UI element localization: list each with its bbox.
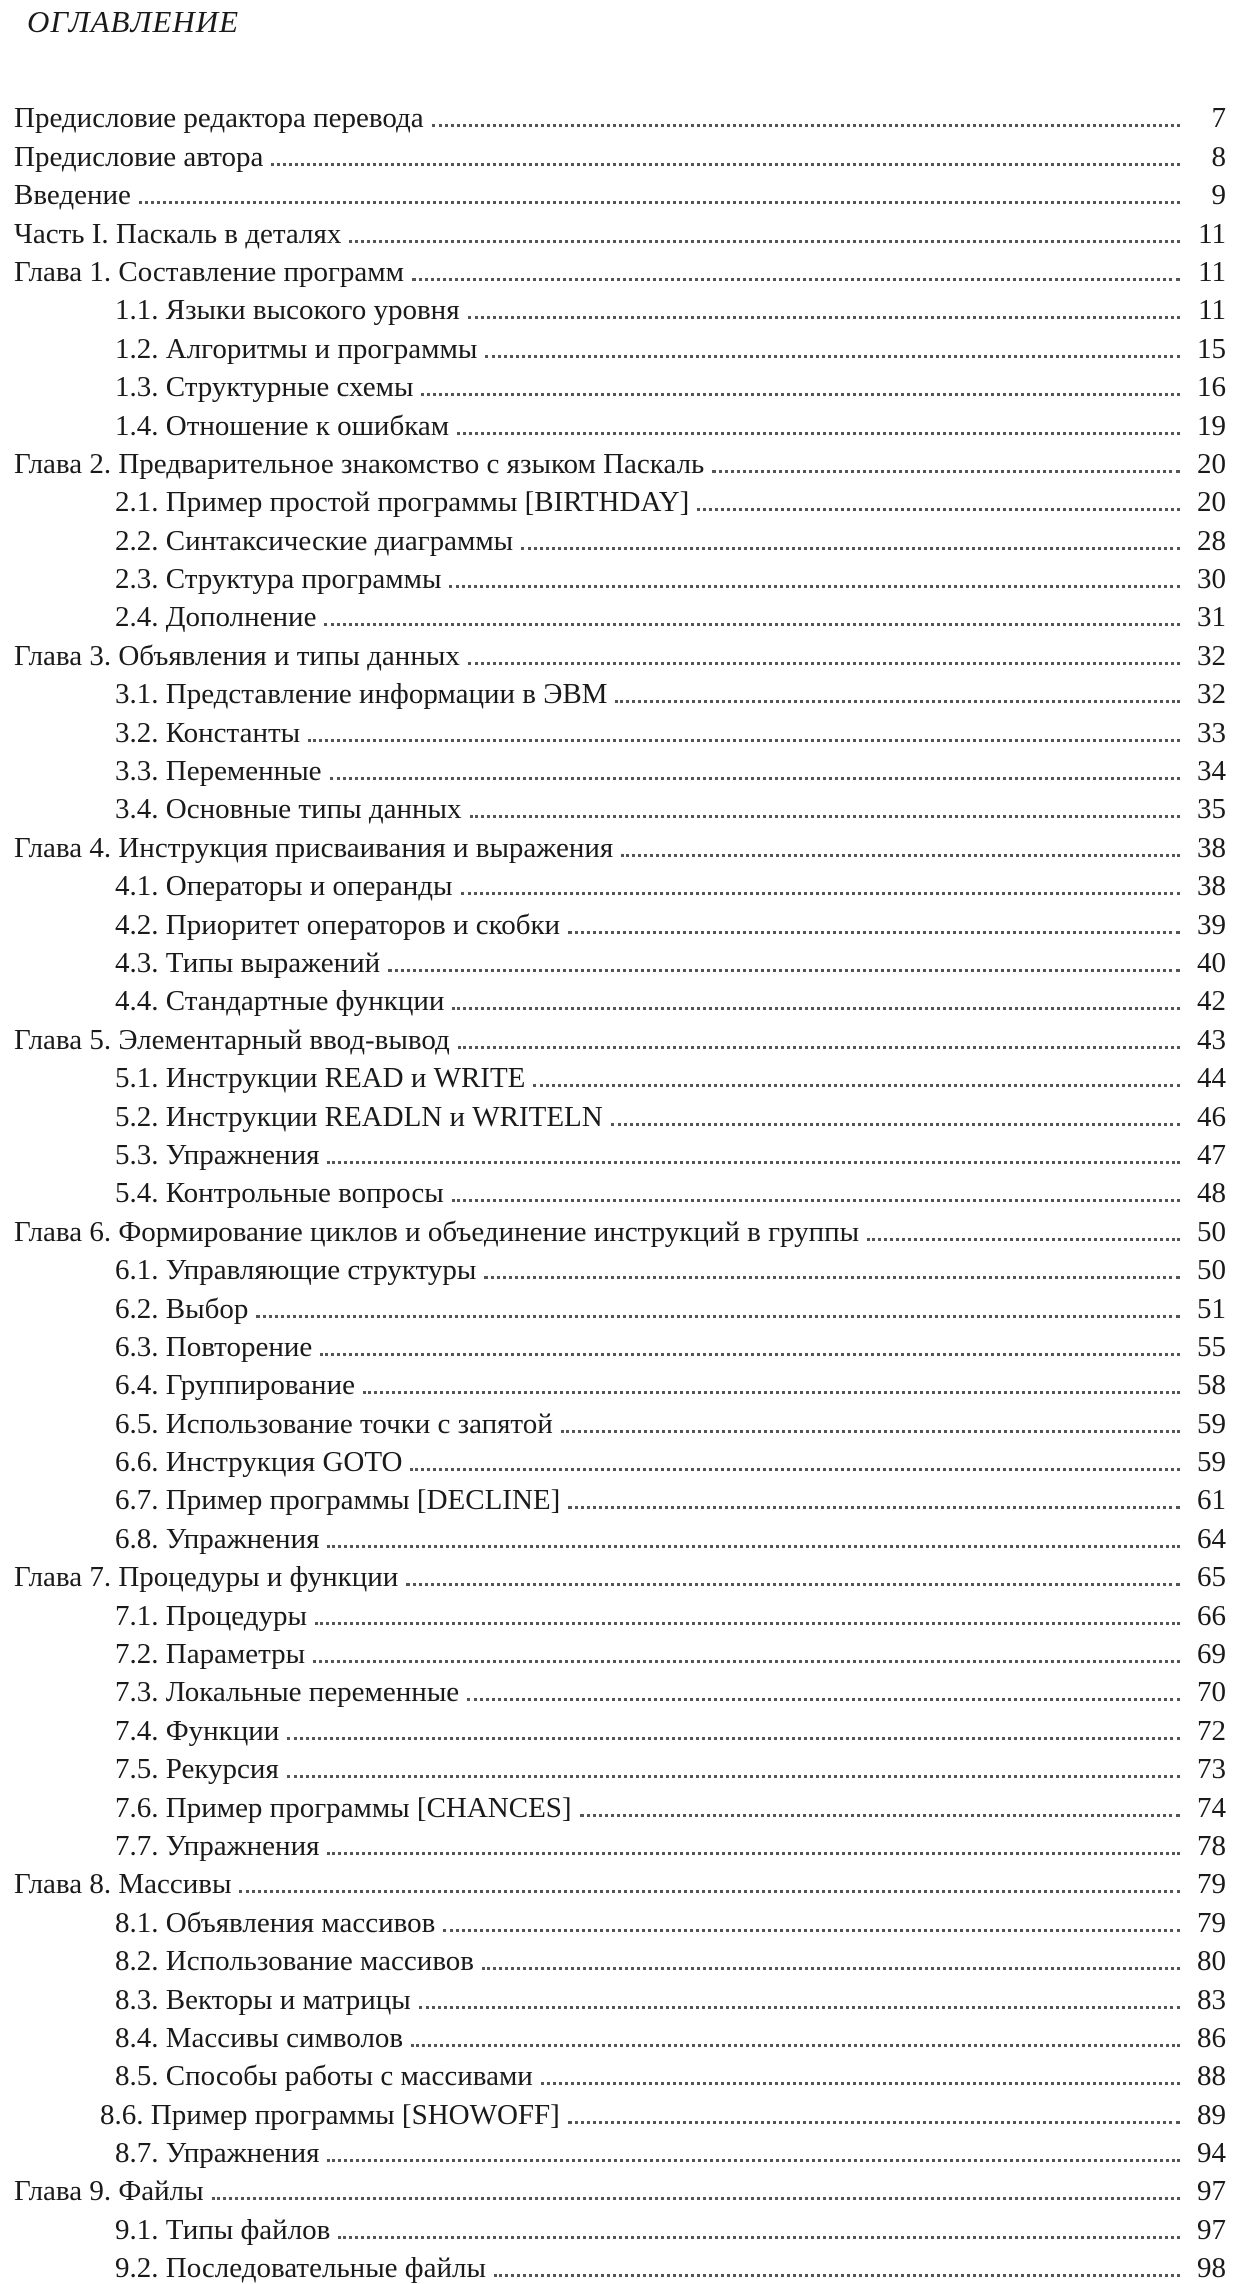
toc-entry-title: 8.3. Векторы и матрицы bbox=[115, 1983, 411, 2016]
toc-entry-title: 1.3. Структурные схемы bbox=[115, 371, 414, 404]
dot-leader bbox=[457, 432, 1180, 435]
toc-entry-title: 8.5. Способы работы с массивами bbox=[115, 2060, 533, 2093]
toc-entry[interactable] bbox=[14, 671, 1226, 709]
toc-list bbox=[14, 95, 1226, 2283]
dot-leader bbox=[330, 777, 1180, 780]
toc-entry[interactable] bbox=[14, 1093, 1226, 1131]
toc-entry-page: 16 bbox=[1197, 371, 1226, 404]
toc-entry[interactable] bbox=[14, 940, 1226, 978]
dot-leader bbox=[541, 2082, 1180, 2085]
dot-leader bbox=[287, 1737, 1180, 1740]
toc-entry-title: Глава 4. Инструкция присваивания и выражения bbox=[14, 831, 614, 864]
toc-entry-page: 38 bbox=[1197, 870, 1226, 903]
toc-entry-title: 7.4. Функции bbox=[115, 1714, 280, 1747]
toc-entry-title: 6.4. Группирование bbox=[115, 1369, 355, 1402]
toc-entry[interactable] bbox=[14, 786, 1226, 824]
dot-leader bbox=[485, 355, 1180, 358]
toc-entry-page: 35 bbox=[1197, 793, 1226, 826]
toc-entry-page: 79 bbox=[1197, 1906, 1226, 1939]
toc-entry[interactable] bbox=[14, 402, 1226, 440]
toc-entry-title: 2.4. Дополнение bbox=[115, 601, 317, 634]
toc-entry-title: Глава 7. Процедуры и функции bbox=[14, 1561, 399, 1594]
dot-leader bbox=[521, 547, 1180, 550]
toc-entry[interactable] bbox=[14, 1976, 1226, 2014]
toc-entry-page: 59 bbox=[1197, 1446, 1226, 1479]
toc-entry[interactable] bbox=[14, 1016, 1226, 1054]
toc-entry[interactable] bbox=[14, 901, 1226, 939]
dot-leader bbox=[327, 1852, 1180, 1855]
toc-entry[interactable] bbox=[14, 1324, 1226, 1362]
toc-entry-title: Глава 3. Объявления и типы данных bbox=[14, 639, 460, 672]
toc-entry-title: Глава 2. Предварительное знакомство с языком Паскаль bbox=[14, 447, 705, 480]
toc-entry[interactable] bbox=[14, 133, 1226, 171]
dot-leader bbox=[327, 2159, 1180, 2162]
toc-entry[interactable] bbox=[14, 594, 1226, 632]
dot-leader bbox=[327, 1545, 1180, 1548]
dot-leader bbox=[239, 1890, 1180, 1893]
toc-entry-title: 5.1. Инструкции READ и WRITE bbox=[115, 1062, 526, 1095]
dot-leader bbox=[449, 585, 1180, 588]
toc-entry-title: 4.4. Стандартные функции bbox=[115, 985, 445, 1018]
toc-entry-title: 1.4. Отношение к ошибкам bbox=[115, 409, 450, 442]
dot-leader bbox=[533, 1084, 1180, 1087]
toc-entry-page: 89 bbox=[1197, 2098, 1226, 2131]
toc-entry[interactable] bbox=[14, 1132, 1226, 1170]
toc-entry-page: 74 bbox=[1197, 1791, 1226, 1824]
toc-entry-page: 9 bbox=[1211, 179, 1226, 212]
page-heading: ОГЛАВЛЕНИЕ bbox=[27, 4, 240, 39]
toc-entry-page: 86 bbox=[1197, 2021, 1226, 2054]
toc-entry-title: 8.1. Объявления массивов bbox=[115, 1906, 436, 1939]
dot-leader bbox=[363, 1391, 1180, 1394]
dot-leader bbox=[406, 1583, 1180, 1586]
toc-entry[interactable] bbox=[14, 2015, 1226, 2053]
toc-entry[interactable] bbox=[14, 1631, 1226, 1669]
toc-entry-page: 48 bbox=[1197, 1177, 1226, 1210]
toc-entry-page: 11 bbox=[1198, 294, 1226, 327]
toc-entry[interactable] bbox=[14, 2091, 1226, 2129]
toc-entry-page: 50 bbox=[1197, 1254, 1226, 1287]
toc-entry-title: 8.7. Упражнения bbox=[115, 2137, 320, 2170]
dot-leader bbox=[494, 2274, 1180, 2277]
dot-leader bbox=[287, 1775, 1180, 1778]
toc-entry-title: 8.2. Использование массивов bbox=[115, 1945, 475, 1978]
toc-entry-page: 40 bbox=[1197, 946, 1226, 979]
toc-entry-page: 58 bbox=[1197, 1369, 1226, 1402]
toc-entry-page: 79 bbox=[1197, 1868, 1226, 1901]
dot-leader bbox=[621, 854, 1180, 857]
toc-entry-title: 7.1. Процедуры bbox=[115, 1599, 307, 1632]
toc-entry-page: 11 bbox=[1198, 255, 1226, 288]
toc-entry-title: Предисловие редактора перевода bbox=[14, 102, 424, 135]
toc-entry[interactable] bbox=[14, 748, 1226, 786]
toc-entry-page: 39 bbox=[1197, 908, 1226, 941]
toc-entry-page: 32 bbox=[1197, 678, 1226, 711]
toc-entry[interactable] bbox=[14, 1823, 1226, 1861]
toc-entry-page: 34 bbox=[1197, 755, 1226, 788]
toc-entry-title: 6.5. Использование точки с запятой bbox=[115, 1407, 553, 1440]
dot-leader bbox=[315, 1622, 1180, 1625]
dot-leader bbox=[327, 1161, 1180, 1164]
toc-entry-title: 7.6. Пример программы [CHANCES] bbox=[115, 1791, 572, 1824]
toc-entry-page: 51 bbox=[1197, 1292, 1226, 1325]
toc-entry-page: 94 bbox=[1197, 2137, 1226, 2170]
toc-entry-page: 15 bbox=[1197, 332, 1226, 365]
toc-entry-title: 4.3. Типы выражений bbox=[115, 946, 381, 979]
toc-entry[interactable] bbox=[14, 2053, 1226, 2091]
toc-entry[interactable] bbox=[14, 1439, 1226, 1477]
toc-entry[interactable] bbox=[14, 1208, 1226, 1246]
toc-entry-title: 7.7. Упражнения bbox=[115, 1829, 320, 1862]
dot-leader bbox=[467, 1698, 1180, 1701]
toc-entry[interactable] bbox=[14, 1899, 1226, 1937]
toc-entry-page: 11 bbox=[1198, 217, 1226, 250]
toc-entry[interactable] bbox=[14, 1515, 1226, 1553]
toc-entry-title: 7.3. Локальные переменные bbox=[115, 1676, 460, 1709]
dot-leader bbox=[568, 931, 1180, 934]
toc-entry-page: 7 bbox=[1211, 102, 1226, 135]
toc-entry[interactable] bbox=[14, 441, 1226, 479]
toc-entry-title: 2.2. Синтаксические диаграммы bbox=[115, 524, 514, 557]
toc-entry[interactable] bbox=[14, 1746, 1226, 1784]
dot-leader bbox=[139, 201, 1180, 204]
toc-entry-page: 42 bbox=[1197, 985, 1226, 1018]
toc-entry-page: 30 bbox=[1197, 563, 1226, 596]
toc-entry-title: 3.4. Основные типы данных bbox=[115, 793, 462, 826]
toc-entry[interactable] bbox=[14, 2206, 1226, 2244]
toc-entry[interactable] bbox=[14, 632, 1226, 670]
toc-entry-page: 31 bbox=[1197, 601, 1226, 634]
toc-entry-page: 98 bbox=[1197, 2252, 1226, 2284]
toc-entry-page: 66 bbox=[1197, 1599, 1226, 1632]
toc-entry-page: 32 bbox=[1197, 639, 1226, 672]
toc-entry-page: 73 bbox=[1197, 1753, 1226, 1786]
toc-entry-title: 6.6. Инструкция GOTO bbox=[115, 1446, 403, 1479]
dot-leader bbox=[313, 1660, 1180, 1663]
toc-entry-page: 97 bbox=[1197, 2213, 1226, 2246]
toc-entry[interactable] bbox=[14, 1592, 1226, 1630]
dot-leader bbox=[324, 623, 1180, 626]
dot-leader bbox=[411, 2044, 1180, 2047]
dot-leader bbox=[461, 892, 1180, 895]
dot-leader bbox=[410, 1468, 1180, 1471]
dot-leader bbox=[580, 1814, 1180, 1817]
dot-leader bbox=[388, 969, 1180, 972]
dot-leader bbox=[484, 1276, 1180, 1279]
dot-leader bbox=[308, 739, 1180, 742]
toc-entry-title: 9.2. Последовательные файлы bbox=[115, 2252, 486, 2284]
toc-entry-page: 88 bbox=[1197, 2060, 1226, 2093]
toc-entry-title: 3.1. Представление информации в ЭВМ bbox=[115, 678, 608, 711]
toc-entry[interactable] bbox=[14, 210, 1226, 248]
toc-entry-title: 1.1. Языки высокого уровня bbox=[115, 294, 460, 327]
toc-entry[interactable] bbox=[14, 2245, 1226, 2283]
dot-leader bbox=[212, 2197, 1180, 2200]
dot-leader bbox=[419, 2006, 1180, 2009]
toc-entry-page: 59 bbox=[1197, 1407, 1226, 1440]
toc-entry[interactable] bbox=[14, 364, 1226, 402]
toc-entry-title: Глава 1. Составление программ bbox=[14, 255, 404, 288]
toc-entry-page: 43 bbox=[1197, 1023, 1226, 1056]
toc-entry-page: 61 bbox=[1197, 1484, 1226, 1517]
toc-entry-title: Предисловие автора bbox=[14, 140, 264, 173]
toc-entry-title: 1.2. Алгоритмы и программы bbox=[115, 332, 478, 365]
toc-entry[interactable] bbox=[14, 1707, 1226, 1745]
toc-entry-page: 69 bbox=[1197, 1638, 1226, 1671]
toc-entry-page: 83 bbox=[1197, 1983, 1226, 2016]
toc-entry[interactable] bbox=[14, 517, 1226, 555]
dot-leader bbox=[615, 700, 1180, 703]
toc-entry[interactable] bbox=[14, 2130, 1226, 2168]
toc-entry[interactable] bbox=[14, 325, 1226, 363]
toc-entry-page: 50 bbox=[1197, 1215, 1226, 1248]
toc-entry-title: 6.2. Выбор bbox=[115, 1292, 249, 1325]
toc-entry[interactable] bbox=[14, 709, 1226, 747]
dot-leader bbox=[867, 1238, 1180, 1241]
dot-leader bbox=[349, 240, 1180, 243]
toc-entry-title: 5.4. Контрольные вопросы bbox=[115, 1177, 444, 1210]
toc-entry[interactable] bbox=[14, 287, 1226, 325]
toc-entry[interactable] bbox=[14, 1170, 1226, 1208]
toc-entry[interactable] bbox=[14, 2168, 1226, 2206]
toc-entry[interactable] bbox=[14, 1362, 1226, 1400]
toc-entry-title: 7.2. Параметры bbox=[115, 1638, 306, 1671]
dot-leader bbox=[568, 1506, 1180, 1509]
dot-leader bbox=[256, 1315, 1180, 1318]
toc-entry-page: 55 bbox=[1197, 1330, 1226, 1363]
dot-leader bbox=[697, 508, 1180, 511]
toc-entry-title: 2.1. Пример простой программы [BIRTHDAY] bbox=[115, 486, 690, 519]
dot-leader bbox=[412, 278, 1180, 281]
toc-entry-title: Глава 5. Элементарный ввод-вывод bbox=[14, 1023, 450, 1056]
dot-leader bbox=[320, 1353, 1180, 1356]
toc-entry-title: 8.4. Массивы символов bbox=[115, 2021, 404, 2054]
dot-leader bbox=[561, 1430, 1180, 1433]
dot-leader bbox=[338, 2236, 1180, 2239]
toc-entry[interactable] bbox=[14, 978, 1226, 1016]
toc-entry[interactable] bbox=[14, 1554, 1226, 1592]
dot-leader bbox=[568, 2121, 1180, 2124]
toc-entry-title: 3.3. Переменные bbox=[115, 755, 322, 788]
toc-entry-page: 80 bbox=[1197, 1945, 1226, 1978]
dot-leader bbox=[611, 1123, 1180, 1126]
toc-entry-page: 70 bbox=[1197, 1676, 1226, 1709]
toc-entry-title: 6.8. Упражнения bbox=[115, 1522, 320, 1555]
toc-entry-page: 28 bbox=[1197, 524, 1226, 557]
toc-entry-page: 19 bbox=[1197, 409, 1226, 442]
toc-entry-page: 78 bbox=[1197, 1829, 1226, 1862]
dot-leader bbox=[458, 1046, 1180, 1049]
toc-entry-title: Глава 8. Массивы bbox=[14, 1868, 232, 1901]
toc-entry-page: 72 bbox=[1197, 1714, 1226, 1747]
toc-entry[interactable] bbox=[14, 1784, 1226, 1822]
toc-entry-title: 5.2. Инструкции READLN и WRITELN bbox=[115, 1100, 603, 1133]
toc-entry-title: Глава 9. Файлы bbox=[14, 2175, 204, 2208]
dot-leader bbox=[443, 1929, 1180, 1932]
toc-entry-title: 6.3. Повторение bbox=[115, 1330, 313, 1363]
dot-leader bbox=[271, 163, 1180, 166]
toc-entry-page: 46 bbox=[1197, 1100, 1226, 1133]
toc-entry[interactable] bbox=[14, 1938, 1226, 1976]
toc-entry-title: 3.2. Константы bbox=[115, 716, 301, 749]
toc-entry-title: Введение bbox=[14, 179, 131, 212]
toc-entry-page: 20 bbox=[1197, 486, 1226, 519]
toc-entry-page: 64 bbox=[1197, 1522, 1226, 1555]
toc-entry[interactable] bbox=[14, 1400, 1226, 1438]
toc-entry[interactable] bbox=[14, 863, 1226, 901]
toc-entry-title: Часть I. Паскаль в деталях bbox=[14, 217, 342, 250]
toc-entry-title: 4.2. Приоритет операторов и скобки bbox=[115, 908, 561, 941]
toc-entry[interactable] bbox=[14, 1285, 1226, 1323]
dot-leader bbox=[452, 1199, 1180, 1202]
toc-entry[interactable] bbox=[14, 479, 1226, 517]
dot-leader bbox=[432, 124, 1180, 127]
toc-entry-page: 20 bbox=[1197, 447, 1226, 480]
dot-leader bbox=[712, 470, 1180, 473]
toc-entry[interactable] bbox=[14, 95, 1226, 133]
toc-entry-page: 44 bbox=[1197, 1062, 1226, 1095]
toc-entry-title: 6.1. Управляющие структуры bbox=[115, 1254, 477, 1287]
toc-entry-title: 6.7. Пример программы [DECLINE] bbox=[115, 1484, 561, 1517]
toc-entry-title: 2.3. Структура программы bbox=[115, 563, 442, 596]
dot-leader bbox=[468, 662, 1180, 665]
toc-entry[interactable] bbox=[14, 1669, 1226, 1707]
toc-entry-page: 38 bbox=[1197, 831, 1226, 864]
toc-entry-title: 4.1. Операторы и операнды bbox=[115, 870, 453, 903]
dot-leader bbox=[482, 1967, 1180, 1970]
toc-entry[interactable] bbox=[14, 1055, 1226, 1093]
toc-entry-page: 33 bbox=[1197, 716, 1226, 749]
toc-entry[interactable] bbox=[14, 1477, 1226, 1515]
toc-entry[interactable] bbox=[14, 172, 1226, 210]
toc-entry[interactable] bbox=[14, 1861, 1226, 1899]
toc-entry[interactable] bbox=[14, 824, 1226, 862]
toc-entry-title: 7.5. Рекурсия bbox=[115, 1753, 279, 1786]
toc-entry-title: Глава 6. Формирование циклов и объединение инструкций в группы bbox=[14, 1215, 860, 1248]
toc-entry-page: 8 bbox=[1211, 140, 1226, 173]
toc-entry[interactable] bbox=[14, 556, 1226, 594]
toc-entry-title: 5.3. Упражнения bbox=[115, 1138, 320, 1171]
toc-entry[interactable] bbox=[14, 249, 1226, 287]
toc-entry-title: 8.6. Пример программы [SHOWOFF] bbox=[100, 2098, 560, 2131]
toc-entry-page: 97 bbox=[1197, 2175, 1226, 2208]
toc-entry-page: 65 bbox=[1197, 1561, 1226, 1594]
toc-entry-title: 9.1. Типы файлов bbox=[115, 2213, 331, 2246]
dot-leader bbox=[421, 393, 1180, 396]
toc-entry[interactable] bbox=[14, 1247, 1226, 1285]
dot-leader bbox=[452, 1007, 1180, 1010]
toc-entry-page: 47 bbox=[1197, 1138, 1226, 1171]
dot-leader bbox=[470, 815, 1181, 818]
dot-leader bbox=[468, 316, 1180, 319]
